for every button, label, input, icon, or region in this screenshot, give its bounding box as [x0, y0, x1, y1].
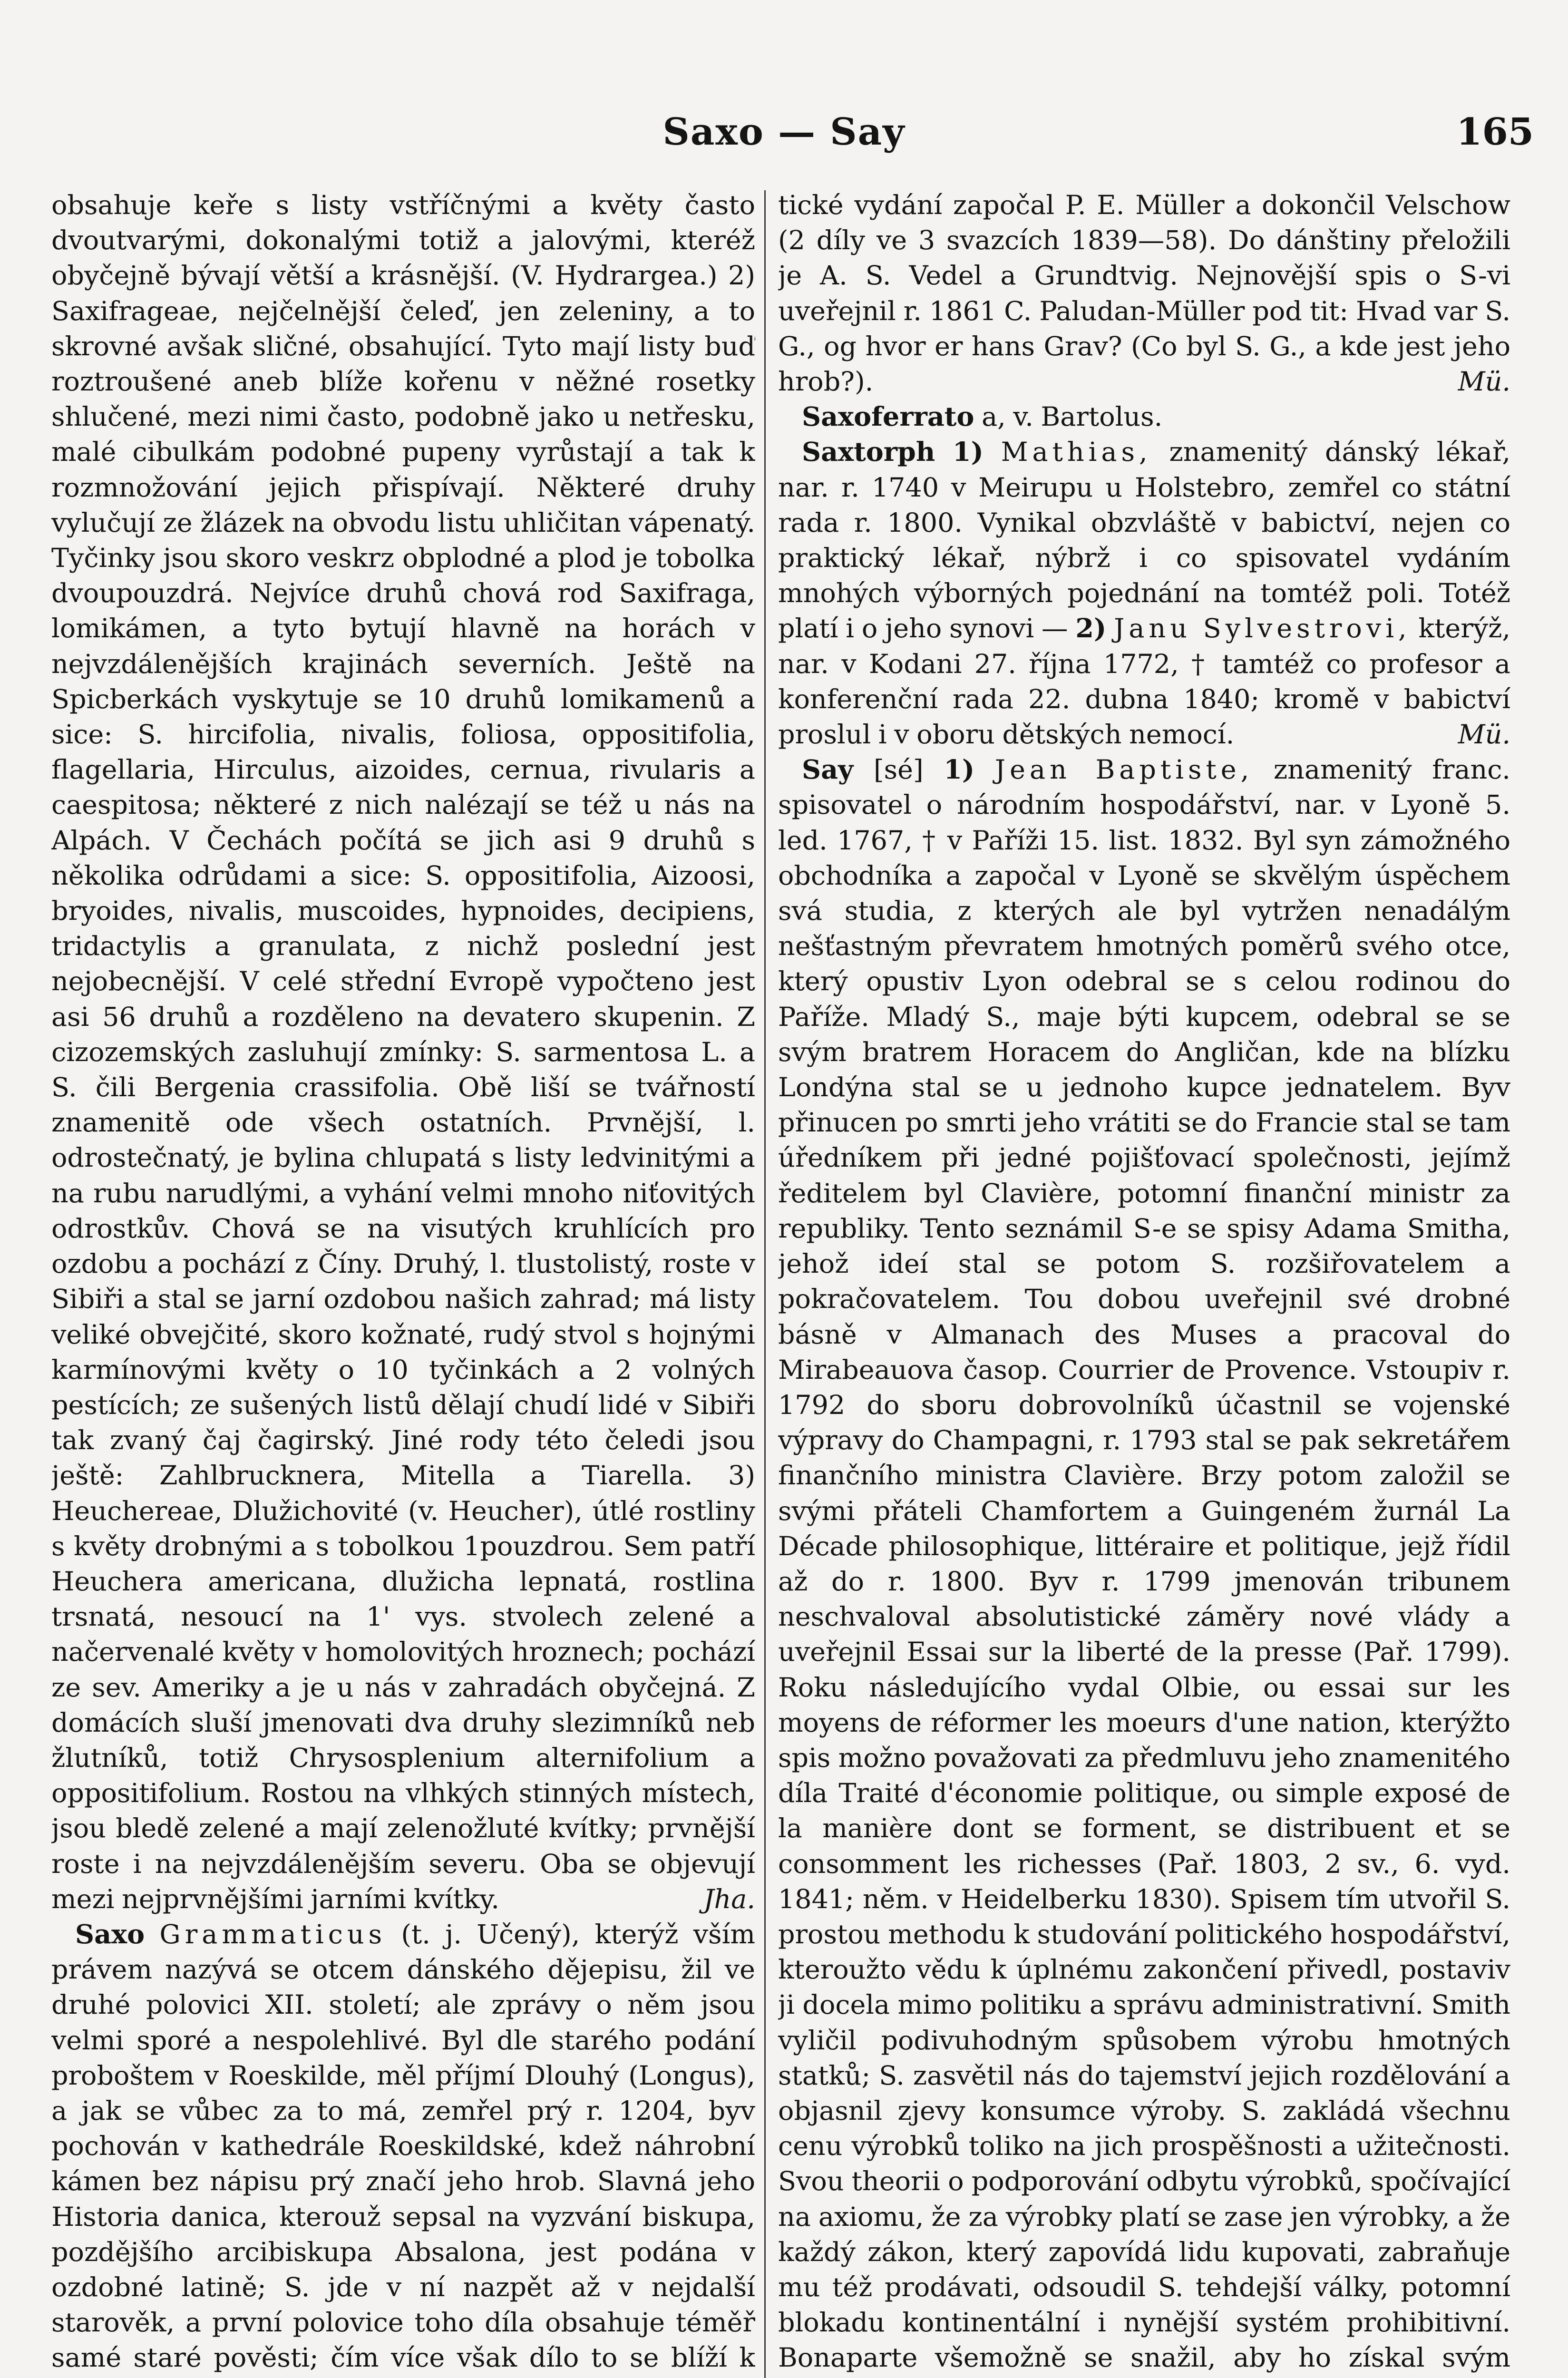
page-number: 165 [1456, 110, 1534, 154]
entry-author: Jha. [703, 1883, 755, 1915]
entry-number: 1) [953, 437, 984, 468]
left-column [51, 188, 755, 2378]
entry-headword: Saxo [75, 1919, 145, 1950]
entry-name: Jean Baptiste, [994, 754, 1254, 786]
running-head: Saxo — Say [662, 110, 906, 154]
saxtorph-entry [778, 435, 1510, 752]
say-entry [778, 752, 1510, 2378]
entry-text: tické vydání započal P. E. Müller a dokončil Velschow (2 díly ve 3 svazcích 1839—58). Do dánštiny přeložili je A. S. Vedel a Grundtvig. Nejnovější spis o S-vi uveřejnil r. 1861 C. Paludan-Müller pod tit: Hvad var S. G., og hvor er hans Grav? (Co byl S. G., a kde jest jeho hrob?). [778, 190, 1510, 398]
entry-text: kterýž, nar. v Kodani 27. října 1772, † tamtéž co profesor a konferenční rada 22. dubna 1840; kromě v babictví proslul i v oboru dětských nemocí. [778, 613, 1510, 750]
page-header [0, 110, 1568, 167]
entry-number: 1) [944, 754, 975, 786]
saxifrage-entry-continuation [51, 188, 755, 1917]
entry-pronunciation: [sé] [873, 754, 924, 786]
entry-text: a, v. Bartolus. [982, 401, 1163, 433]
saxoferrato-entry [778, 400, 1510, 435]
entry-name: Grammaticus [159, 1919, 387, 1950]
column-divider [764, 190, 766, 2378]
entry-text: znamenitý franc. spisovatel o národním hospodářství, nar. v Lyoně 5. led. 1767, † v Paříži 15. list. 1832. Byl syn zámožného obchodníka a započal v Lyoně se skvělým úspěchem svá studia, z kterých ale byl vytržen nenadálým nešťastným převratem hmotných poměrů svého otce, který opustiv Lyon odebral se s celou rodinou do Paříže. Mladý S., maje býti kupcem, odebral se se svým bratrem Horacem do Angličan, kde na blízku Londýna stal se u jednoho kupce jednatelem. Byv přinucen po smrti jeho vrátiti se do Francie stal se tam úředníkem při jedné pojišťovací společnosti, jejímž ředitelem byl Clavière, potomní finanční ministr za republiky. Tento seznámil S-e se spisy Adama Smitha, jehož ideí stal se potom S. rozšiřovatelem a pokračovatelem. Tou dobou uveřejnil své drobné básně v Almanach des Muses a pracoval do Mirabeauova časop. Courrier de Provence. Vstoupiv r. 1792 do sboru dobrovolníků účastnil se vojenské výpravy do Champagni, r. 1793 stal se pak sekretářem finančního ministra Clavière. Brzy potom založil se svými přáteli Chamfortem a Guingeném žurnál La Décade philosophique, littéraire et politique, jejž řídil až do r. 1800. Byv r. 1799 jmenován tribunem neschvaloval absolutistické záměry nové vlády a uveřejnil Essai sur la liberté de la presse (Pař. 1799). Roku následujícího vydal Olbie, ou essai sur les moyens de réformer les moeurs d'une nation, kterýžto spis možno považovati za předmluvu jeho znamenitého díla Traité d'économie politique, ou simple exposé de la manière dont se forment, se distribuent et se consomment les richesses (Pař. 1803, 2 sv., 6. vyd. 1841; něm. v Heidelberku 1830). Spisem tím utvořil S. prostou methodu k studování politického hospodářství, kteroužto vědu k úplnému zakončení přivedl, postaviv ji docela mimo politiku a správu administrativní. Smith vyličil podivuhodným spůsobem výrobu hmotných statků; S. zasvětil nás do tajemství jejich rozdělování a objasnil zjevy konsumce výroby. S. zakládá všechnu cenu výrobků toliko na jich prospěšnosti a užitečnosti. Svou theorii o podporování odbytu výrobků, spočívající na axiomu, že za výrobky platí se zase jen výrobky, a že každý zákon, který zapovídá lidu kupovati, zabraňuje mu též prodávati, odsoudil S. tehdejší války, potomní blokadu kontinentální i nynější systém prohibitivní. Bonaparte všemožně se snažil, aby ho získal svým [778, 754, 1510, 2374]
entry-name: Janu Sylvestrovi, [1114, 613, 1411, 644]
entry-author: Mü. [1458, 719, 1510, 750]
entry-headword: Saxoferrato [802, 401, 974, 433]
saxo-entry-continuation [778, 188, 1510, 400]
entry-text: znamenitý dánský lékař, nar. r. 1740 v Meirupu u Holstebro, zemřel co státní rada r. 1800. Vynikal obzvláště v babictví, nejen co praktický lékař, nýbrž i co spisovatel vydáním mnohých výborných pojednání na tomtéž poli. Totéž platí i o jeho synovi — [778, 437, 1510, 644]
entry-number: 2) [1075, 613, 1107, 644]
entry-name: Mathias, [1001, 437, 1152, 468]
entry-headword: Say [802, 754, 854, 786]
entry-text: obsahuje keře s listy vstříčnými a květy často dvoutvarými, dokonalými totiž a jalovými, kteréž obyčejně bývají větší a krásnější. (V. Hydrargea.) 2) Saxifrageae, nejčelnější čeleď, jen zeleniny, a to skrovné avšak sličné, obsahující. Tyto mají listy buď roztroušené aneb blíže kořenu v něžné rosetky shlučené, mezi nimi často, podobně jako u netřesku, malé cibulkám podobné pupeny vyrůstají a tak k rozmnožování jejich přispívají. Některé druhy vylučují ze žlázek na obvodu listu uhličitan vápenatý. Tyčinky jsou skoro veskrz obplodné a plod je tobolka dvoupouzdrá. Nejvíce druhů chová rod Saxifraga, lomikámen, a tyto bytují hlavně na horách v nejvzdálenějších krajinách severních. Ještě na Spicberkách vyskytuje se 10 druhů lomikamenů a sice: S. hircifolia, nivalis, foliosa, oppositifolia, flagellaria, Hirculus, aizoides, cernua, rivularis a caespitosa; některé z nich nalézají se též u nás na Alpách. V Čechách počítá se jich asi 9 druhů s několika odrůdami a sice: S. oppositifolia, Aizoosi, bryoides, nivalis, muscoides, hypnoides, decipiens, tridactylis a granulata, z nichž poslední jest nejobecnější. V celé střední Evropě vypočteno jest asi 56 druhů a rozděleno na devatero skupenin. Z cizozemských zasluhují zmínky: S. sarmentosa L. a S. čili Bergenia crassifolia. Obě liší se tvářností znamenitě ode všech ostatních. Prvnější, l. odrostečnatý, je bylina chlupatá s listy ledvinitými a na rubu narudlými, a vyhání velmi mnoho niťovitých odrostkův. Chová se na visutých kruhlících pro ozdobu a pochází z Číny. Druhý, l. tlustolistý, roste v Sibiři a stal se jarní ozdobou našich zahrad; má listy veliké obvejčité, skoro kožnaté, rudý stvol s hojnými karmínovými květy o 10 tyčinkách a 2 volných pestících; ze sušených listů dělají chudí lidé v Sibiři tak zvaný čaj čagirský. Jiné rody této čeledi jsou ještě: Zahlbrucknera, Mitella a Tiarella. 3) Heuchereae, Dlužichovité (v. Heucher), útlé rostliny s květy drobnými a s tobolkou 1pouzdrou. Sem patří Heuchera americana, dlužicha lepnatá, rostlina trsnatá, nesoucí na 1' vys. stvolech zelené a načervenalé květy v homolovitých hroznech; pochází ze sev. Ameriky a je u nás v zahradách obyčejná. Z domácích sluší jmenovati dva druhy slezimníků neb žlutníků, totiž Chrysosplenium alternifolium a oppositifolium. Rostou na vlhkých stinných místech, jsou bledě zelené a mají zelenožluté kvítky; prvnější roste i na nejvzdálenějším severu. Oba se objevují mezi nejprvnějšími jarními kvítky. [51, 190, 755, 1915]
right-column [778, 188, 1510, 2378]
entry-text: (t. j. Učený), kterýž vším právem nazývá se otcem dánského dějepisu, žil ve druhé polovici XII. století; ale zprávy o něm jsou velmi sporé a nespolehlivé. Byl dle starého podání proboštem v Roeskilde, měl příjmí Dlouhý (Longus), a jak se vůbec za to má, zemřel prý r. 1204, byv pochován v kathedrále Roeskildské, kdež náhrobní kámen bez nápisu prý značí jeho hrob. Slavná jeho Historia danica, kterouž sepsal na vyzvání biskupa, pozdějšího arcibiskupa Absalona, jest podána v ozdobné latině; S. jde v ní nazpět až v nejdalší starověk, a první polovice toho díla obsahuje téměř samé staré pověsti; čím více však dílo to se blíží k [51, 1919, 755, 2374]
saxo-grammaticus-entry [51, 1917, 755, 2378]
entry-headword: Saxtorph [802, 437, 935, 468]
entry-author: Mü. [1458, 366, 1510, 398]
